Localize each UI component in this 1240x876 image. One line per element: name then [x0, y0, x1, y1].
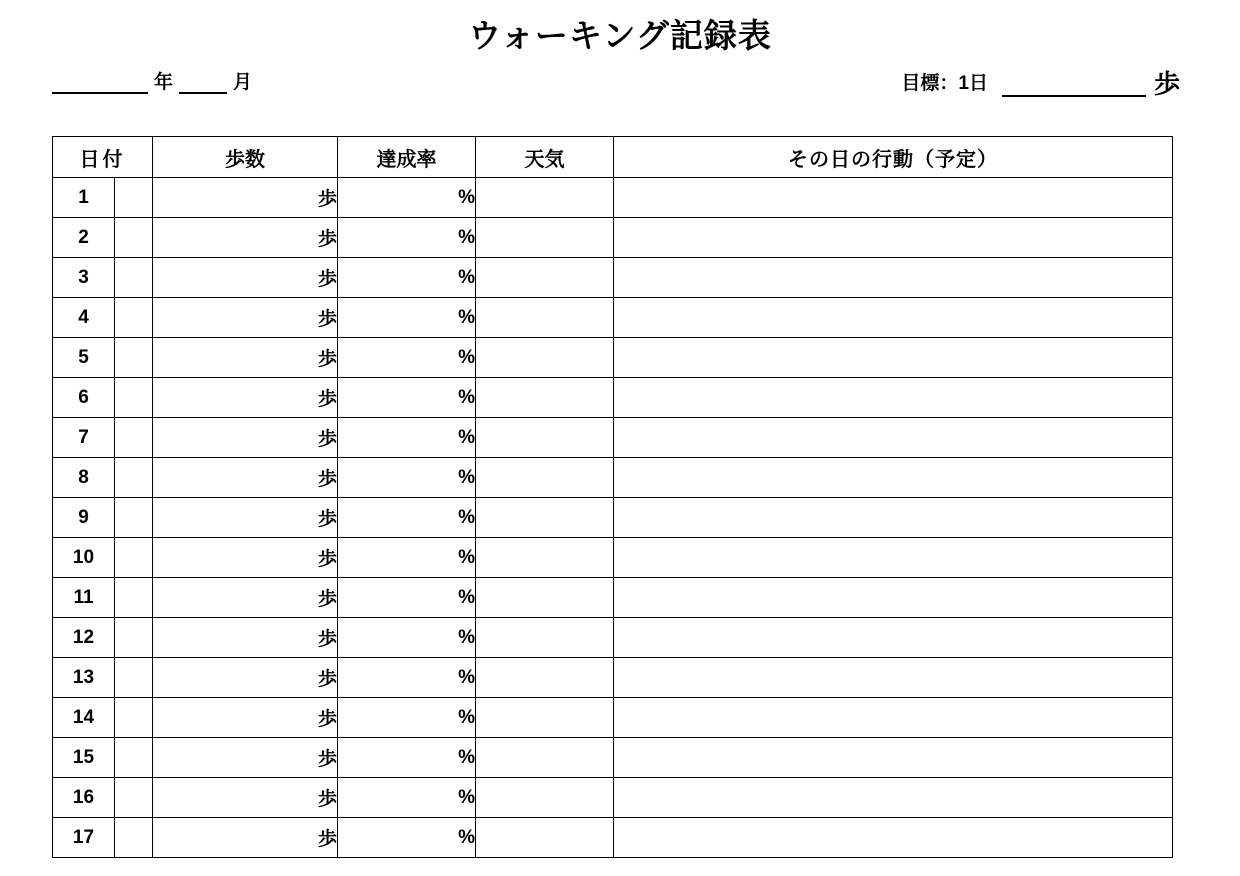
cell-action[interactable] — [614, 618, 1173, 658]
cell-weather[interactable] — [476, 658, 614, 698]
table-row — [53, 298, 1173, 338]
cell-weather[interactable] — [476, 258, 614, 298]
cell-action[interactable] — [614, 658, 1173, 698]
cell-rate[interactable]: % — [338, 218, 476, 258]
table-row — [53, 778, 1173, 818]
cell-rate[interactable]: % — [338, 258, 476, 298]
cell-date-note[interactable] — [115, 378, 153, 418]
cell-steps[interactable]: 歩 — [153, 418, 338, 458]
cell-steps[interactable]: 歩 — [153, 778, 338, 818]
goal-field-group — [901, 68, 1180, 97]
cell-rate[interactable]: % — [338, 498, 476, 538]
year-unit-label: 年 — [154, 72, 174, 93]
cell-rate[interactable]: % — [338, 538, 476, 578]
cell-rate[interactable]: % — [338, 418, 476, 458]
month-input-blank[interactable] — [179, 68, 227, 94]
table-row — [53, 218, 1173, 258]
record-table — [52, 136, 1173, 858]
table-row — [53, 538, 1173, 578]
cell-date-note[interactable] — [115, 738, 153, 778]
cell-rate[interactable]: % — [338, 698, 476, 738]
table-row — [53, 378, 1173, 418]
cell-date-note[interactable] — [115, 498, 153, 538]
cell-rate[interactable]: % — [338, 178, 476, 218]
cell-date-note[interactable] — [115, 658, 153, 698]
cell-weather[interactable] — [476, 338, 614, 378]
cell-steps[interactable]: 歩 — [153, 218, 338, 258]
cell-date: 11 — [53, 578, 115, 618]
cell-action[interactable] — [614, 258, 1173, 298]
cell-date: 3 — [53, 258, 115, 298]
cell-date: 4 — [53, 298, 115, 338]
table-body — [53, 178, 1173, 858]
cell-date: 10 — [53, 538, 115, 578]
month-unit-label: 月 — [233, 72, 253, 93]
cell-steps[interactable]: 歩 — [153, 738, 338, 778]
cell-steps[interactable]: 歩 — [153, 538, 338, 578]
cell-date-note[interactable] — [115, 818, 153, 858]
column-header-steps: 歩数 — [153, 137, 338, 178]
cell-date-note[interactable] — [115, 178, 153, 218]
table-row — [53, 258, 1173, 298]
cell-action[interactable] — [614, 738, 1173, 778]
cell-action[interactable] — [614, 338, 1173, 378]
cell-date: 9 — [53, 498, 115, 538]
cell-steps[interactable]: 歩 — [153, 178, 338, 218]
cell-date: 5 — [53, 338, 115, 378]
cell-steps[interactable]: 歩 — [153, 258, 338, 298]
cell-rate[interactable]: % — [338, 658, 476, 698]
cell-weather[interactable] — [476, 178, 614, 218]
column-header-date: 日付 — [53, 137, 153, 178]
cell-date: 7 — [53, 418, 115, 458]
record-table-wrapper — [52, 136, 1172, 858]
cell-action[interactable] — [614, 458, 1173, 498]
cell-date-note[interactable] — [115, 418, 153, 458]
header-fields — [0, 68, 1240, 110]
cell-rate[interactable]: % — [338, 818, 476, 858]
column-header-action: その日の行動（予定） — [614, 137, 1173, 178]
cell-rate[interactable]: % — [338, 738, 476, 778]
table-row — [53, 658, 1173, 698]
cell-action[interactable] — [614, 578, 1173, 618]
cell-weather[interactable] — [476, 818, 614, 858]
cell-date: 2 — [53, 218, 115, 258]
cell-steps[interactable]: 歩 — [153, 578, 338, 618]
table-row — [53, 738, 1173, 778]
cell-weather[interactable] — [476, 498, 614, 538]
cell-steps[interactable]: 歩 — [153, 378, 338, 418]
cell-weather[interactable] — [476, 298, 614, 338]
table-row — [53, 698, 1173, 738]
cell-weather[interactable] — [476, 778, 614, 818]
cell-steps[interactable]: 歩 — [153, 618, 338, 658]
cell-date-note[interactable] — [115, 338, 153, 378]
date-field-group — [52, 68, 258, 94]
table-row — [53, 418, 1173, 458]
table-row — [53, 338, 1173, 378]
cell-weather[interactable] — [476, 418, 614, 458]
table-header-row — [53, 137, 1173, 178]
cell-date-note[interactable] — [115, 298, 153, 338]
cell-date: 12 — [53, 618, 115, 658]
table-row — [53, 818, 1173, 858]
cell-date-note[interactable] — [115, 698, 153, 738]
cell-date-note[interactable] — [115, 778, 153, 818]
cell-steps[interactable]: 歩 — [153, 658, 338, 698]
page-title: ウォーキング記録表 — [468, 17, 772, 54]
cell-steps[interactable]: 歩 — [153, 338, 338, 378]
table-row — [53, 178, 1173, 218]
cell-weather[interactable] — [476, 578, 614, 618]
cell-action[interactable] — [614, 418, 1173, 458]
table-row — [53, 578, 1173, 618]
cell-weather[interactable] — [476, 218, 614, 258]
cell-rate[interactable]: % — [338, 458, 476, 498]
cell-date: 6 — [53, 378, 115, 418]
cell-weather[interactable] — [476, 538, 614, 578]
cell-action[interactable] — [614, 378, 1173, 418]
cell-weather[interactable] — [476, 618, 614, 658]
cell-date-note[interactable] — [115, 218, 153, 258]
cell-action[interactable] — [614, 538, 1173, 578]
cell-action[interactable] — [614, 818, 1173, 858]
cell-date-note[interactable] — [115, 258, 153, 298]
cell-date: 16 — [53, 778, 115, 818]
year-input-blank[interactable] — [52, 68, 148, 94]
cell-steps[interactable]: 歩 — [153, 498, 338, 538]
column-header-rate: 達成率 — [338, 137, 476, 178]
cell-action[interactable] — [614, 298, 1173, 338]
goal-steps-input-blank[interactable] — [1002, 71, 1146, 97]
cell-date-note[interactable] — [115, 458, 153, 498]
cell-date: 13 — [53, 658, 115, 698]
cell-date: 1 — [53, 178, 115, 218]
cell-rate[interactable]: % — [338, 378, 476, 418]
cell-date-note[interactable] — [115, 618, 153, 658]
table-row — [53, 618, 1173, 658]
table-row — [53, 498, 1173, 538]
table-row — [53, 458, 1173, 498]
cell-date-note[interactable] — [115, 538, 153, 578]
cell-weather[interactable] — [476, 698, 614, 738]
cell-action[interactable] — [614, 178, 1173, 218]
cell-action[interactable] — [614, 778, 1173, 818]
cell-weather[interactable] — [476, 378, 614, 418]
goal-steps-unit-label: 歩 — [1153, 69, 1180, 99]
cell-action[interactable] — [614, 698, 1173, 738]
goal-label: 目標：1日 — [901, 73, 988, 94]
cell-action[interactable] — [614, 218, 1173, 258]
cell-rate[interactable]: % — [338, 338, 476, 378]
cell-date-note[interactable] — [115, 578, 153, 618]
cell-date: 15 — [53, 738, 115, 778]
cell-weather[interactable] — [476, 738, 614, 778]
cell-steps[interactable]: 歩 — [153, 298, 338, 338]
cell-steps[interactable]: 歩 — [153, 458, 338, 498]
cell-steps[interactable]: 歩 — [153, 698, 338, 738]
cell-rate[interactable]: % — [338, 578, 476, 618]
column-header-weather: 天気 — [476, 137, 614, 178]
table-header — [53, 137, 1173, 178]
cell-rate[interactable]: % — [338, 298, 476, 338]
cell-date: 8 — [53, 458, 115, 498]
cell-weather[interactable] — [476, 458, 614, 498]
cell-date: 17 — [53, 818, 115, 858]
cell-rate[interactable]: % — [338, 618, 476, 658]
cell-steps[interactable]: 歩 — [153, 818, 338, 858]
cell-date: 14 — [53, 698, 115, 738]
cell-action[interactable] — [614, 498, 1173, 538]
cell-rate[interactable]: % — [338, 778, 476, 818]
